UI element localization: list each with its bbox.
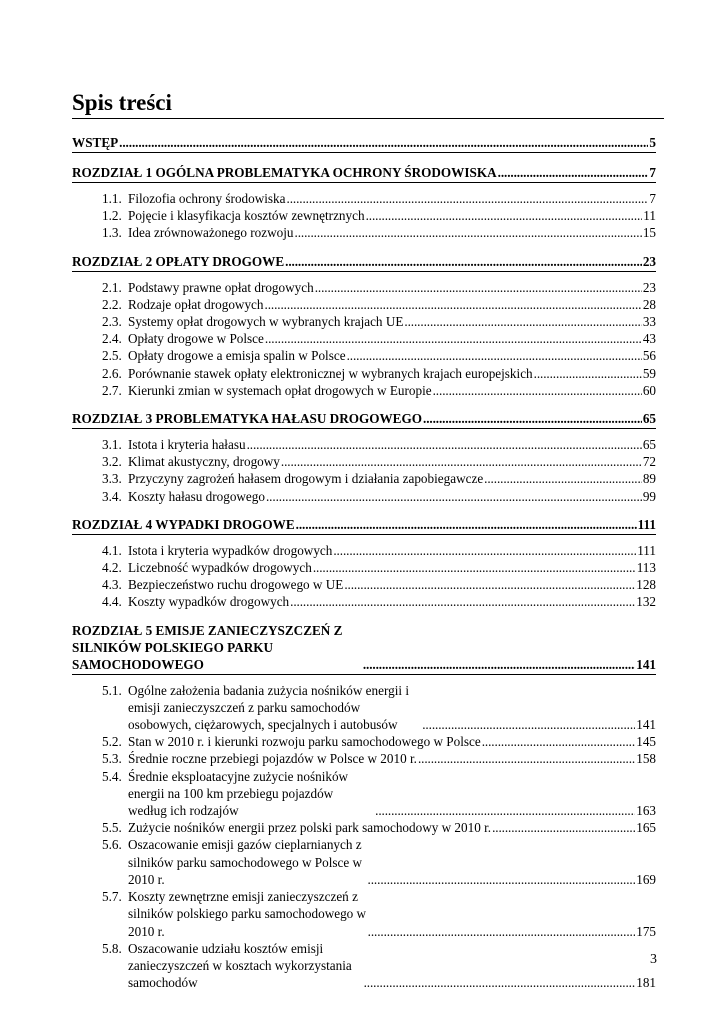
section-page-number: 65 (642, 437, 656, 453)
section-page-number: 141 (636, 717, 656, 733)
section-page-number: 33 (642, 314, 656, 330)
section-page-number: 89 (642, 471, 656, 487)
dot-leader (296, 516, 637, 533)
table-of-contents (72, 134, 656, 991)
toc-section-entry[interactable] (72, 453, 656, 470)
toc-section-entry[interactable] (72, 559, 656, 576)
section-number: 2.5. (102, 348, 122, 364)
section-number: 2.6. (102, 365, 122, 381)
section-number: 4.2. (102, 560, 122, 576)
dot-leader (423, 410, 642, 427)
toc-section-entry[interactable] (72, 733, 656, 750)
dot-leader (534, 365, 642, 382)
toc-section-entry[interactable] (72, 768, 656, 820)
section-page-number: 132 (636, 594, 656, 610)
section-title: Pojęcie i klasyfikacja kosztów zewnętrznych (128, 208, 365, 224)
section-number: 1.2. (102, 208, 122, 224)
section-title: Podstawy prawne opłat drogowych (128, 279, 314, 295)
toc-chapter-entry[interactable] (72, 164, 656, 183)
chapter-title: ROZDZIAŁ 5 EMISJE ZANIECZYSZCZEŃ Z SILNIKÓW POLSKIEGO PARKU SAMOCHODOWEGO (72, 622, 343, 672)
section-page-number: 175 (636, 923, 656, 939)
section-number: 5.3. (102, 751, 122, 767)
section-title: Rodzaje opłat drogowych (128, 296, 264, 312)
section-page-number: 181 (636, 975, 656, 991)
dot-leader (295, 224, 642, 241)
toc-chapter-entry[interactable] (72, 410, 656, 429)
section-number: 2.2. (102, 296, 122, 312)
section-title: Średnie eksploatacyjne zużycie nośników energii na 100 km przebiegu pojazdów według ich rodzajów (128, 768, 349, 819)
section-page-number: 56 (642, 348, 656, 364)
section-page-number: 15 (642, 225, 656, 241)
toc-section-entry[interactable] (72, 382, 656, 399)
chapter-page-number: 5 (649, 135, 656, 150)
toc-section-entry[interactable] (72, 750, 656, 767)
chapter-title: ROZDZIAŁ 4 WYPADKI DROGOWE (72, 516, 295, 532)
toc-section-entry[interactable] (72, 593, 656, 610)
toc-chapter-entry[interactable] (72, 253, 656, 272)
toc-section-entry[interactable] (72, 365, 656, 382)
dot-leader (333, 542, 636, 559)
section-number: 5.8. (102, 940, 122, 956)
section-title: Bezpieczeństwo ruchu drogowego w UE (128, 577, 344, 593)
section-page-number: 99 (642, 488, 656, 504)
section-number: 3.3. (102, 471, 122, 487)
section-page-number: 59 (642, 365, 656, 381)
section-number: 3.2. (102, 454, 122, 470)
section-page-number: 28 (642, 296, 656, 312)
section-number: 1.1. (102, 191, 122, 206)
section-page-number: 43 (642, 331, 656, 347)
dot-leader (418, 750, 635, 767)
dot-leader (433, 382, 642, 399)
section-number: 1.3. (102, 225, 122, 241)
section-title: Istota i kryteria wypadków drogowych (128, 542, 333, 558)
dot-leader (375, 802, 635, 819)
toc-section-entry[interactable] (72, 296, 656, 313)
dot-leader (498, 164, 649, 181)
section-number: 5.6. (102, 837, 122, 853)
section-page-number: 23 (642, 279, 656, 295)
section-title: Liczebność wypadków drogowych (128, 560, 312, 576)
section-number: 3.1. (102, 437, 122, 453)
section-list (72, 542, 656, 611)
dot-leader (313, 559, 636, 576)
section-number: 4.1. (102, 542, 122, 558)
toc-section-entry[interactable] (72, 470, 656, 487)
section-number: 2.3. (102, 314, 122, 330)
section-page-number: 113 (636, 560, 656, 576)
section-title: Idea zrównoważonego rozwoju (128, 225, 294, 241)
dot-leader (247, 436, 642, 453)
section-page-number: 163 (636, 803, 656, 819)
section-title: Istota i kryteria hałasu (128, 437, 246, 453)
section-list (72, 279, 656, 399)
dot-leader (363, 656, 635, 673)
section-number: 2.4. (102, 331, 122, 347)
section-number: 5.1. (102, 682, 122, 698)
section-number: 5.7. (102, 889, 122, 905)
section-list (72, 436, 656, 505)
section-page-number: 111 (637, 542, 656, 558)
dot-leader (265, 296, 642, 313)
section-number: 4.3. (102, 577, 122, 593)
toc-section-entry[interactable] (72, 313, 656, 330)
toc-section-entry[interactable] (72, 330, 656, 347)
dot-leader (368, 923, 636, 940)
section-list (72, 190, 656, 242)
dot-leader (482, 733, 636, 750)
dot-leader (364, 974, 636, 991)
dot-leader (285, 253, 642, 270)
chapter-title: WSTĘP (72, 135, 119, 150)
section-number: 5.4. (102, 768, 122, 784)
section-page-number: 165 (636, 820, 656, 836)
dot-leader (492, 819, 635, 836)
toc-chapter-entry[interactable] (72, 622, 656, 675)
section-title: Średnie roczne przebiegi pojazdów w Polsce w 2010 r. (128, 751, 417, 767)
toc-section-entry[interactable] (72, 940, 656, 992)
section-page-number: 7 (649, 191, 656, 206)
page-number: 3 (650, 952, 657, 967)
dot-leader (281, 453, 642, 470)
section-title: Opłaty drogowe a emisja spalin w Polsce (128, 348, 346, 364)
section-title: Ogólne założenia badania zużycia nośników energii i emisji zanieczyszczeń z parku samochodów osobowych, ciężarowych, specjalnych i autobusów (128, 682, 409, 733)
section-number: 5.2. (102, 734, 122, 750)
section-title: Oszacowanie emisji gazów cieplarnianych z silników parku samochodowego w Polsce w 2010 r. (128, 837, 363, 887)
section-title: Opłaty drogowe w Polsce (128, 331, 264, 347)
section-page-number: 158 (636, 751, 656, 767)
dot-leader (422, 716, 635, 733)
toc-section-entry[interactable] (72, 682, 656, 734)
toc-section-entry[interactable] (72, 207, 656, 224)
section-title: Kierunki zmian w systemach opłat drogowych w Europie (128, 382, 432, 398)
section-title: Koszty hałasu drogowego (128, 488, 265, 504)
section-title: Koszty zewnętrzne emisji zanieczyszczeń z silników polskiego parku samochodowego w 2010 r. (128, 889, 367, 939)
section-title: Filozofia ochrony środowiska (128, 191, 286, 206)
toc-section-entry[interactable] (72, 190, 656, 207)
section-number: 5.5. (102, 820, 122, 836)
dot-leader (368, 871, 636, 888)
dot-leader (347, 347, 642, 364)
section-number: 2.1. (102, 279, 122, 295)
chapter-title: ROZDZIAŁ 2 OPŁATY DROGOWE (72, 253, 285, 269)
toc-chapter-entry[interactable] (72, 516, 656, 535)
toc-section-entry[interactable] (72, 224, 656, 241)
toc-chapter-entry[interactable] (72, 134, 656, 153)
toc-section-entry[interactable] (72, 836, 656, 888)
toc-section-entry[interactable] (72, 347, 656, 364)
section-title: Oszacowanie udziału kosztów emisji zanieczyszczeń w kosztach wykorzystania samochodów (128, 940, 352, 991)
section-page-number: 128 (636, 577, 656, 593)
chapter-page-number: 141 (636, 656, 656, 672)
section-title: Porównanie stawek opłaty elektronicznej w wybranych krajach europejskich (128, 365, 533, 381)
chapter-title: ROZDZIAŁ 1 OGÓLNA PROBLEMATYKA OCHRONY ŚRODOWISKA (72, 165, 497, 180)
section-page-number: 72 (642, 454, 656, 470)
section-title: Systemy opłat drogowych w wybranych krajach UE (128, 314, 404, 330)
chapter-page-number: 65 (642, 411, 656, 427)
toc-section-entry[interactable] (72, 888, 656, 940)
section-title: Przyczyny zagrożeń hałasem drogowym i działania zapobiegawcze (128, 471, 484, 487)
dot-leader (404, 313, 641, 330)
toc-section-entry[interactable] (72, 279, 656, 296)
toc-section-entry[interactable] (72, 576, 656, 593)
page-title: Spis treści (72, 86, 664, 119)
toc-section-entry[interactable] (72, 542, 656, 559)
section-title: Klimat akustyczny, drogowy (128, 454, 280, 470)
dot-leader (290, 593, 635, 610)
dot-leader (315, 279, 642, 296)
chapter-title: ROZDZIAŁ 3 PROBLEMATYKA HAŁASU DROGOWEGO (72, 411, 422, 427)
chapter-page-number: 7 (649, 165, 656, 180)
section-page-number: 145 (636, 734, 656, 750)
dot-leader (287, 190, 649, 207)
dot-leader (484, 470, 642, 487)
dot-leader (266, 488, 642, 505)
section-number: 3.4. (102, 488, 122, 504)
chapter-page-number: 111 (637, 516, 656, 532)
section-title: Koszty wypadków drogowych (128, 594, 290, 610)
toc-section-entry[interactable] (72, 488, 656, 505)
dot-leader (344, 576, 635, 593)
toc-section-entry[interactable] (72, 436, 656, 453)
section-page-number: 169 (636, 871, 656, 887)
section-title: Zużycie nośników energii przez polski park samochodowy w 2010 r. (128, 820, 492, 836)
section-page-number: 11 (643, 208, 656, 224)
section-page-number: 60 (642, 382, 656, 398)
dot-leader (366, 207, 643, 224)
section-number: 2.7. (102, 382, 122, 398)
section-number: 4.4. (102, 594, 122, 610)
section-list (72, 682, 656, 992)
section-title: Stan w 2010 r. i kierunki rozwoju parku samochodowego w Polsce (128, 734, 481, 750)
dot-leader (119, 134, 648, 151)
chapter-page-number: 23 (642, 253, 656, 269)
toc-section-entry[interactable] (72, 819, 656, 836)
dot-leader (265, 330, 642, 347)
